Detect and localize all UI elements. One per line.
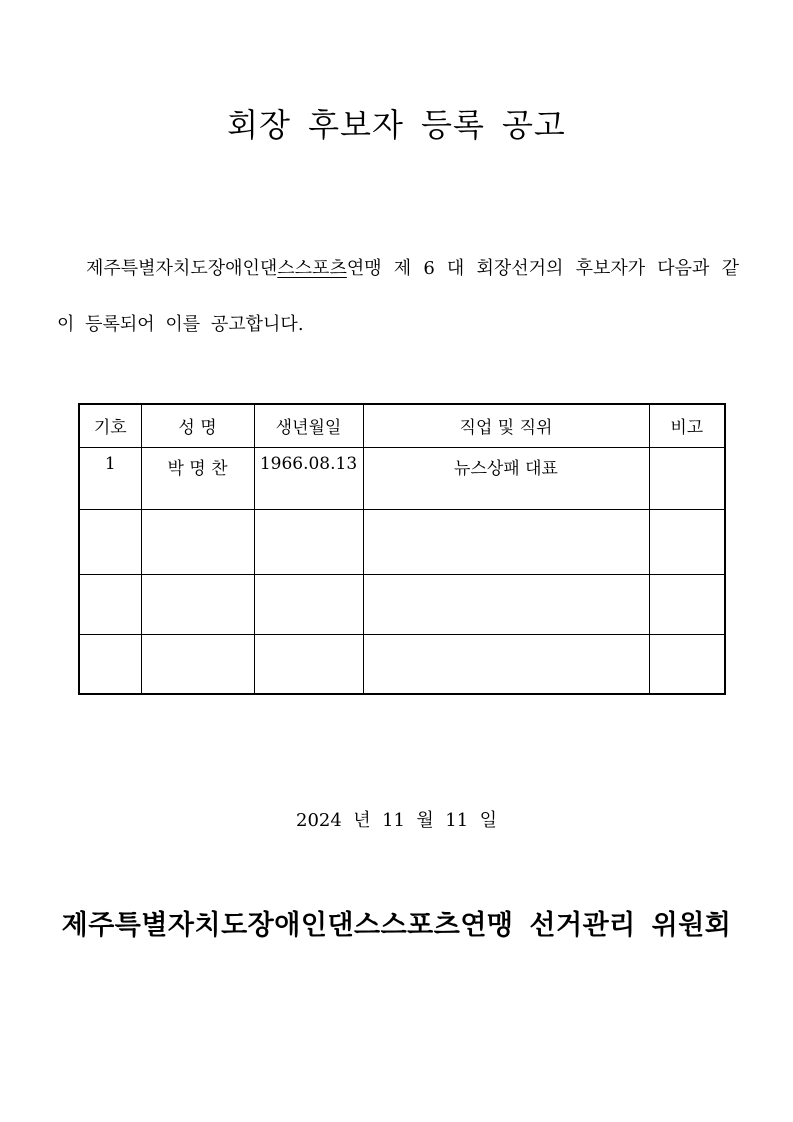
cell-occupation xyxy=(363,509,649,574)
table-header-row xyxy=(79,404,725,447)
cell-occupation xyxy=(363,574,649,634)
header-cell-occupation: 직업 및 직위 xyxy=(363,404,649,447)
body-text-post: 연맹 제 6 대 회장선거의 후보자가 다음과 같 xyxy=(346,258,739,279)
cell-symbol: 1 xyxy=(79,447,141,509)
table-row xyxy=(79,509,725,574)
cell-name: 박 명 찬 xyxy=(141,447,254,509)
header-cell-symbol: 기호 xyxy=(79,404,141,447)
cell-symbol xyxy=(79,509,141,574)
cell-symbol xyxy=(79,574,141,634)
cell-remarks xyxy=(649,509,725,574)
cell-name xyxy=(141,574,254,634)
cell-occupation: 뉴스상패 대표 xyxy=(363,447,649,509)
table-row xyxy=(79,447,725,509)
cell-birthdate xyxy=(254,509,363,574)
header-cell-name: 성 명 xyxy=(141,404,254,447)
body-paragraph-line-2: 이 등록되어 이를 공고합니다. xyxy=(57,314,304,335)
page-title: 회장 후보자 등록 공고 xyxy=(227,106,566,144)
header-cell-remarks: 비고 xyxy=(649,404,725,447)
cell-symbol xyxy=(79,634,141,694)
cell-remarks xyxy=(649,634,725,694)
date-line: 2024 년 11 월 11 일 xyxy=(296,810,497,831)
cell-birthdate: 1966.08.13 xyxy=(254,447,363,509)
body-text-pre: 제주특별자치도장애인댄 xyxy=(86,258,278,279)
table-row xyxy=(79,634,725,694)
cell-birthdate xyxy=(254,574,363,634)
candidate-table xyxy=(78,403,726,695)
body-text-underlined: 스스포츠 xyxy=(277,258,347,279)
cell-remarks xyxy=(649,574,725,634)
cell-birthdate xyxy=(254,634,363,694)
election-committee-signature: 제주특별자치도장애인댄스스포츠연맹 선거관리 위원회 xyxy=(61,910,732,941)
cell-remarks xyxy=(649,447,725,509)
table-row xyxy=(79,574,725,634)
header-cell-birthdate: 생년월일 xyxy=(254,404,363,447)
cell-name xyxy=(141,509,254,574)
body-paragraph-line-1 xyxy=(57,256,739,282)
cell-name xyxy=(141,634,254,694)
cell-occupation xyxy=(363,634,649,694)
